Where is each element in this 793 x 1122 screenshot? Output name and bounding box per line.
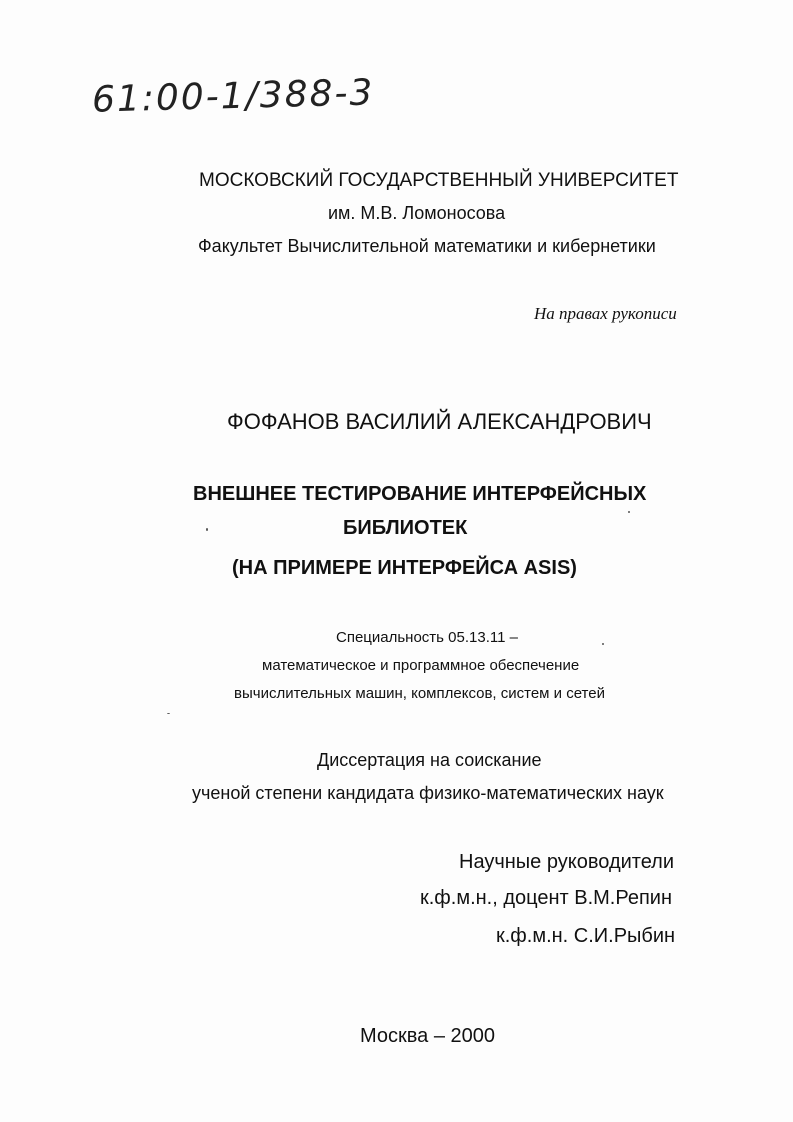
supervisors-heading: Научные руководители: [459, 851, 675, 873]
supervisor-first: к.ф.м.н., доцент В.М.Репин: [420, 887, 672, 909]
title-line-3: (НА ПРИМЕРЕ ИНТЕРФЕЙСА ASIS): [232, 557, 577, 579]
supervisor-second: к.ф.м.н. С.И.Рыбин: [496, 925, 676, 947]
author-name: ФОФАНОВ ВАСИЛИЙ АЛЕКСАНДРОВИЧ: [227, 409, 652, 434]
dissertation-line-2: ученой степени кандидата физико-математических наук: [192, 783, 664, 803]
university-named-after: им. М.В. Ломоносова: [328, 203, 506, 223]
rights-note: На правах рукописи: [534, 304, 677, 323]
place-and-year: Москва – 2000: [360, 1025, 496, 1047]
specialty-line-2: математическое и программное обеспечение: [262, 657, 580, 674]
faculty-name: Факультет Вычислительной математики и кибернетики: [198, 236, 656, 256]
dissertation-line-1: Диссертация на соискание: [317, 750, 542, 770]
university-name: МОСКОВСКИЙ ГОСУДАРСТВЕННЫЙ УНИВЕРСИТЕТ: [199, 170, 679, 191]
title-line-1: ВНЕШНЕЕ ТЕСТИРОВАНИЕ ИНТЕРФЕЙСНЫХ: [193, 483, 647, 505]
specialty-line-1: Специальность 05.13.11 –: [336, 629, 518, 646]
title-line-2: БИБЛИОТЕК: [343, 517, 468, 539]
scan-speck: [628, 511, 630, 513]
archive-code-handwritten: 61:00-1/388-3: [91, 72, 375, 121]
scan-speck: [602, 643, 604, 645]
scan-speck: [167, 713, 170, 714]
scan-speck: [206, 528, 208, 531]
specialty-line-3: вычислительных машин, комплексов, систем и сетей: [234, 685, 605, 702]
